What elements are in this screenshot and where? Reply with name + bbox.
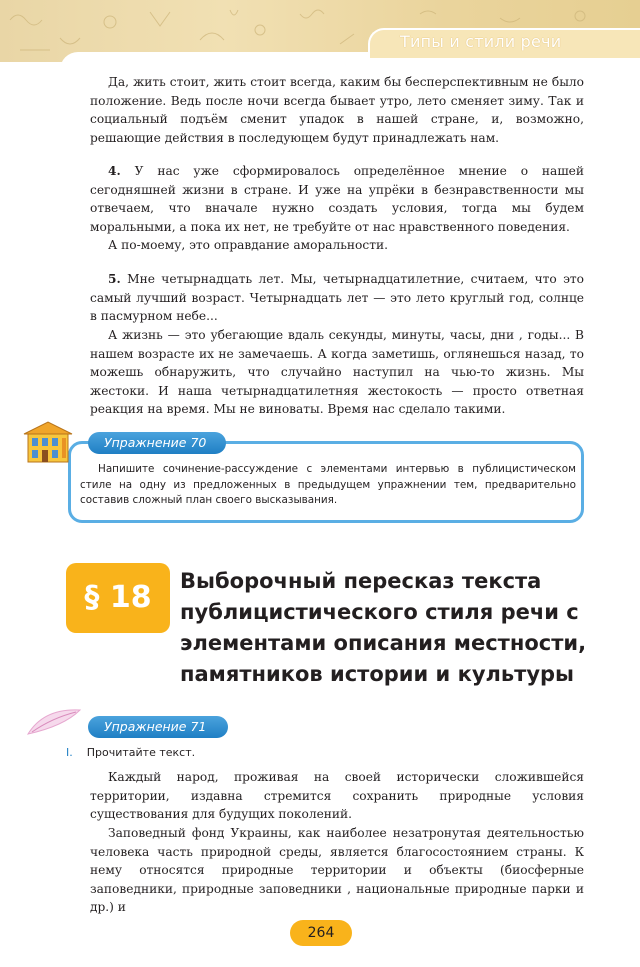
item-number-5: 5. bbox=[108, 272, 121, 286]
item-5-text: Мне четырнадцать лет. Мы, четырнадцатилетние, считаем, что это самый лучший возраст. Четырнадцать лет — это лето круглый год, солнце в пасмурном небе... bbox=[90, 272, 584, 323]
exercise-71-label: Упражнение 71 bbox=[88, 716, 228, 738]
feather-icon bbox=[24, 704, 84, 740]
item-4-text: У нас уже сформировалось определённое мнение о нашей сегодняшней жизни в стране. И уже на упрёки в безнравственности мы отвечаем, что вначале нужно создать условия, тогда мы будем моральными, а пока их нет, не требуйте от нас нравственного поведения. bbox=[90, 164, 584, 234]
section-title: Типы и стили речи bbox=[400, 32, 562, 51]
exercise-70-task: Напишите сочинение-рассуждение с элементами интервью в публицистическом стиле на одну из предложенных в предыдущем упражнении тем, предварительно составив сложный план своего высказывания. bbox=[80, 463, 576, 506]
text-paragraph-4 bbox=[90, 270, 584, 326]
text-paragraph-2 bbox=[90, 162, 584, 236]
reading-paragraph-2: Заповедный фонд Украины, как наиболее незатронутая деятельностью человека часть природной среды, является благосостоянием страны. К нему относятся природные территории и объекты (биосферные заповедники, природные заповедники , национальные природные парки и др.) и bbox=[90, 826, 584, 914]
item-number-4: 4. bbox=[108, 164, 121, 178]
reading-paragraph-1: Каждый народ, проживая на своей исторически сложившейся территории, издавна стремится сохранить природные условия существования для будущих поколений. bbox=[90, 770, 584, 821]
exercise-71-step bbox=[66, 745, 195, 761]
paragraph-title: Выборочный пересказ текста публицистического стиля речи с элементами описания местности, памятников истории и культуры bbox=[180, 569, 587, 686]
text-paragraph-5: А жизнь — это убегающие вдаль секунды, минуты, часы, дни , годы... В нашем возрасте их не замечаешь. А когда заметишь, оглянешься назад, то можешь обнаружить, что случайно наступил на чью-то жизнь. Мы жестоки. И наша четырнадцатилетняя жестокость — просто ответная реакция на время. Мы не виноваты. Время нас сделало такими. bbox=[90, 328, 584, 416]
page-number: 264 bbox=[290, 920, 352, 946]
building-icon bbox=[20, 418, 76, 466]
text-paragraph-1: Да, жить стоит, жить стоит всегда, каким бы бесперспективным не было положение. Ведь после ночи всегда бывает утро, лето сменяет зиму. Так и социальный подъём сменит упадок в нашей стране, и, возможно, решающие действия в последующем будут принадлежать нам. bbox=[90, 75, 584, 145]
step-number: I. bbox=[66, 746, 73, 759]
text-paragraph-3: А по-моему, это оправдание аморальности. bbox=[108, 238, 388, 252]
paragraph-number-badge: § 18 bbox=[66, 563, 170, 633]
step-text: Прочитайте текст. bbox=[86, 746, 196, 759]
exercise-70-label: Упражнение 70 bbox=[88, 432, 226, 454]
